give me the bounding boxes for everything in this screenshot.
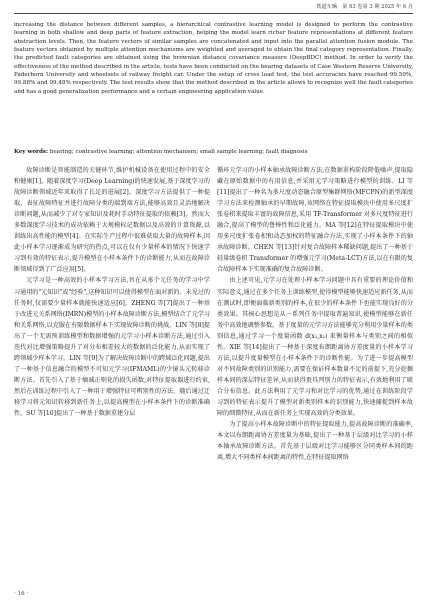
right-column <box>217 165 413 463</box>
paragraph: 故障诊断是智能制造的关键环节,维护机械设备在使用过程中的安全和健康[1]。随着深度学习(Deep Learning)的快速发展,基于深度学习的故障诊断领域近年来取得了长足的进展[2]。深度学习方法提供了一种提取、表征故障特征并进行故障分类的端到端方法,能够高效且灵活地解决诊断问题,从而减少了对专家知识及耗时手动特征提取的依赖[3]。然而大多数深度学习技术的成功依赖于大规模标记数据以及高效的计算资源,以训练出高性能的模型[4]。在实际生产过程中很难获取大量的故障样本,因此小样本学习逐渐成为研究的热点,可以在仅有少量样本的情况下快速学习到有效的特征表示,提升模型在小样本条件下的诊断能力,从而在故障诊断领域得到了广泛应用[5]。 <box>14 167 210 274</box>
paragraph: 由上述可见,元学习在处理小样本学习问题中具有重要的理论价值和实际意义,通过在多个任务上训练模型,使得模型能够快速适应新任务,从而在测试时,即便面临新类别的样本,在很少的样本条件下也能实现良好的分类效果。其核心思想是从一系列任务中提取普遍知识,使模型能够在新任务中高效地调整参数。基于度量的元学习方法能够充分利用少量样本的类别信息,通过学习一个度量函数 d(x₁,x₂) 来衡量样本与类别之间的相似性。XIE 等[14]提出了一种基于深度布朗距离协方差度量的小样本学习方法,以提升度量模型在小样本条件下的诊断性能。为了进一步提高模型对不同故障类别的识别能力,需要在保证样本数量不足的前提下,充分挖掘样本间的深层特征差异,从而获得更具判别力的特征表示,有效地利用了联合分布信息。此方法利用了元学习和对比学习的优势,通过在训练阶段学习到的特征表示提升了模型对新类别样本的识别能力,快速捕捉到样本故障的细微特征,从而在新任务上实现高效的分类效果。 <box>217 277 413 418</box>
paragraph: 元学习是一种高效的小样本学习方法,旨在从多个元任务的学习中学习通用的"元知识"或"经验",这种知识可以使得模型在面对新的、未见过的任务时,仅需要少量样本就能快速适应[6]。ZHENG 等[7]提出了一种基于改进元关系网络(IMRN)模型的小样本故障诊断方法,模型结合了元学习和关系网络,以克服在有限数据样本下实现故障诊断的挑战。LIN 等[8]提出了一个无需预训练模型和数据增强的元学习小样本诊断方法,通过引入迭代对比增强策略提升了对分布相差较大的数据的泛化能力,从而实现了跨领域少样本学习。LIN 等[9]为了解决故障诊断中的跨域泛化问题,提出了一种基于信息融合的模型不可知元学习(IFMAML)的少镜头元转移诊断方法。首先引入了基于熵减正则化的损失函数,对特征提取器进行约束,然后在训练过程中引入了一种用于增强特征可辨别性的方法。随后通过迁移学习将元知识转移到新任务上,以提高模型在小样本条件下的诊断准确性。SU 等[10]提出了一种基于数据重建分层 <box>14 277 210 418</box>
keywords-line <box>14 148 413 156</box>
abstract-text: increasing the distance between different samples, a hierarchical contrastive learning model is designed to perform the contrastive learning in both shallow and deep parts of feature extraction, helping the model learn richer feature representations at different feature abstraction levels. Then, the feature vectors of similar samples are concatenated and input into the parallel attention fusion module. The feature vectors obtained by multiple attention mechanisms are weighted and averaged to obtain the final category representation. Finally, the predicted fault categories are obtained using the brownian distance covariance measure (DeepBDC) method. In order to verify the effectiveness of the method described in the article, tests have been conducted on the bearing datasets of Case Western Reserve University, Paderborn University and wheelsets of railway freight car. Under the setup of cross load test, the test accuracies have reached 99.50%, 99.88% and 99.48% respectively. The test results show that the method described in the article allows to recognize well the fault categories and has a good generalization performance and a certain engineering application value. <box>14 22 413 95</box>
page-number: · 16 · <box>14 591 29 597</box>
english-abstract <box>14 21 413 96</box>
running-header: 铁道车辆 第 63 卷第 3 期 2025 年 6 月 <box>316 4 413 10</box>
paragraph: 为了提高小样本故障诊断中的特征提取能力,提高故障诊断的准确率,本文以布朗距离协方差度量为基础,提出了一种基于层级对比学习的小样本轴承故障诊断方法。首先基于层级对比学习能够区分同类样本间的距离,增大不同类样本间距离的特性,在特征提取网络 <box>217 421 413 462</box>
left-column <box>14 165 210 419</box>
paragraph: 循环元学习的小样本轴承故障诊断方法,在数据重构阶段降低噪声,提取隐藏在原始数据中的有用信息,并采用元学习策略进行模型的训练。LI 等[11]提出了一种名为多尺度动态融合原型集群网络(MFCPN)的新型深度学习方法来检测轴承的早期故障,该网络在特征提取模块中使用多尺度扩张卷积来提取丰富的故障信息,采用 TF-Transformer 对多尺度特征进行融合,提高了模型的鲁棒性和泛化能力。MA 等[12]在特征提取模块中使用多尺度扩张卷积和动态加权的特征融合方法,实现了小样本条件下的轴承故障诊断。CHEN 等[13]针对复合故障样本稀缺问题,提出了一种基于轻量级卷积 Transformer 的增强元学习(Meta-LCT)方法,以在有限的复合故障样本下实现准确的复合故障诊断。 <box>217 167 413 274</box>
header-divider <box>14 13 413 14</box>
keywords-label: Key words: <box>14 149 49 155</box>
keywords-text: bearing; contrastive learning; attention mechanism; small sample learning; fault diagnosis <box>49 149 308 155</box>
